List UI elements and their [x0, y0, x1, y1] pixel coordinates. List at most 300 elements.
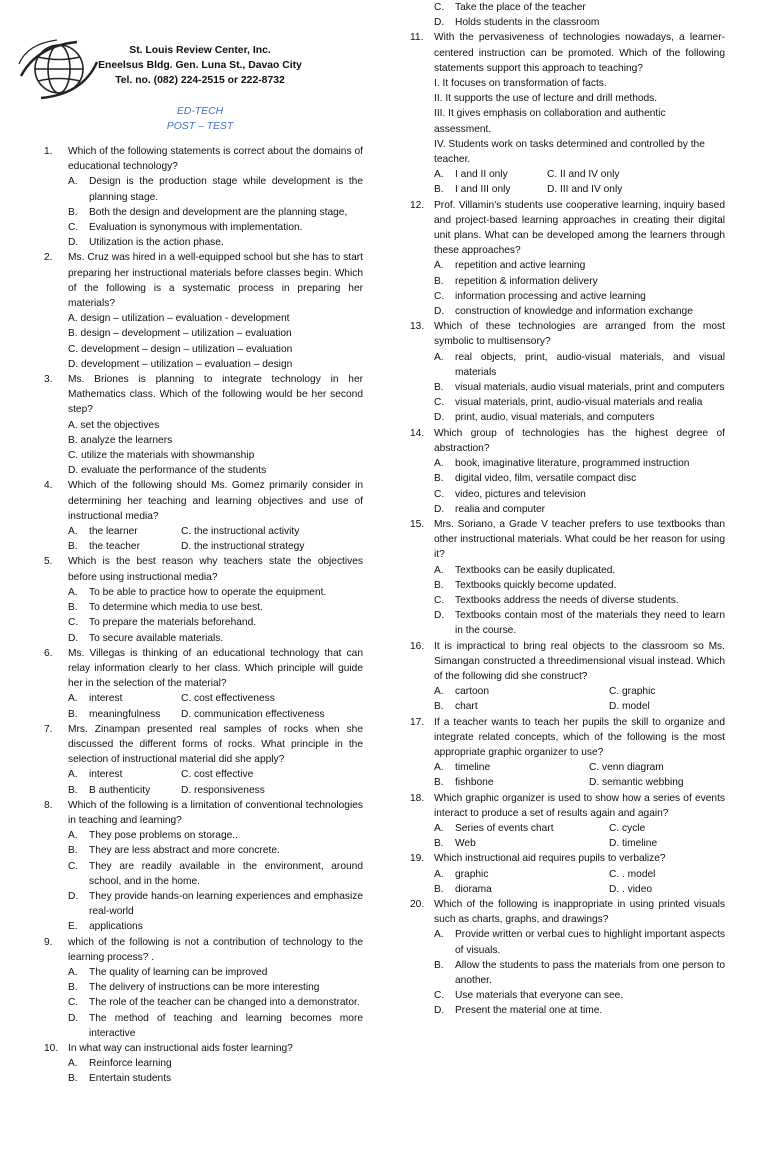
answer-option: [37, 919, 363, 934]
option-text: fishbone: [455, 777, 494, 789]
answer-option: [434, 699, 609, 714]
left-column: [37, 0, 363, 1087]
answer-option: D. development – utilization – evaluation – design: [68, 358, 293, 370]
answer-option-row: [403, 836, 725, 851]
question-stem: [37, 144, 363, 174]
question-number-text: 10.: [44, 1042, 59, 1054]
option-text: Use materials that everyone can see.: [455, 990, 624, 1002]
answer-option: C. the instructional activity: [181, 526, 300, 538]
answer-option-row: [403, 699, 725, 714]
option-letter: B.: [434, 275, 444, 287]
option-text: repetition & information delivery: [455, 275, 598, 287]
question-number-text: 8.: [44, 799, 53, 811]
question-number-text: 1.: [44, 146, 53, 157]
question-stem: [403, 198, 725, 259]
option-letter: B.: [434, 184, 444, 196]
option-letter: B.: [68, 982, 78, 994]
option-letter: D.: [68, 890, 79, 902]
answer-option: B. design – development – utilization – evaluation: [68, 328, 292, 340]
question-number-text: 3.: [44, 374, 53, 386]
answer-option: [37, 585, 363, 600]
question-stem: [37, 798, 363, 828]
answer-option: [37, 220, 363, 235]
question-11: [403, 30, 725, 197]
option-text: Textbooks address the needs of diverse students.: [455, 594, 679, 606]
answer-option-row: [403, 167, 725, 182]
question-number: [403, 198, 434, 259]
answer-option: [403, 988, 725, 1003]
answer-option: [68, 707, 181, 722]
answer-option: [403, 304, 725, 319]
question-stem: [403, 715, 725, 761]
answer-option: [403, 927, 725, 957]
option-letter: A.: [434, 169, 444, 181]
option-text: Holds students in the classroom: [455, 17, 600, 29]
option-text: Both the design and development are the planning stage,: [89, 206, 348, 218]
option-letter: A.: [68, 526, 78, 538]
option-text: Reinforce learning: [89, 1058, 172, 1070]
option-text: To be able to practice how to operate the equipment.: [89, 586, 327, 598]
answer-option: [434, 684, 609, 699]
telephone: Tel. no. (082) 224-2515 or 222-8732: [115, 75, 285, 87]
question-9: [37, 935, 363, 1041]
question-text: If a teacher wants to teach her pupils the skill to organize and integrate related concepts, which of the following is the most appropriate graphic organizer to use?: [434, 716, 725, 758]
answer-option: [434, 882, 609, 897]
option-letter: B.: [68, 784, 78, 796]
answer-option: [434, 836, 609, 851]
question-3: [37, 372, 363, 478]
question-stem: [37, 372, 363, 418]
answer-option: C. venn diagram: [589, 762, 664, 774]
question-19: [403, 851, 725, 897]
answer-option: [37, 980, 363, 995]
question-text: Mrs. Zinampan presented real samples of rocks when she discussed the different forms of rocks. What principle in the selection of instructional material did she apply?: [68, 723, 363, 766]
answer-option-row: [403, 182, 725, 197]
option-letter: A.: [68, 693, 78, 705]
question-number: [403, 639, 434, 685]
option-text: graphic: [455, 868, 489, 880]
question-number-text: 4.: [44, 480, 53, 492]
answer-option: D. semantic webbing: [589, 777, 684, 789]
option-letter: A.: [68, 966, 78, 978]
test-title-block: [37, 104, 363, 134]
answer-option-row: [37, 767, 363, 782]
option-letter: B.: [68, 845, 78, 857]
answer-option: IV. Students work on tasks determined and controlled by the teacher.: [434, 138, 705, 166]
answer-option: D. evaluate the performance of the students: [68, 465, 267, 477]
option-text: To determine which media to use best.: [89, 602, 263, 614]
option-letter: B.: [434, 883, 444, 895]
question-13: [403, 319, 725, 425]
option-letter: A.: [434, 822, 444, 834]
option-text: I and II only: [455, 169, 508, 181]
answer-option: C. . model: [609, 868, 656, 880]
option-text: They are readily available in the environment, around school, and in the home.: [89, 860, 363, 887]
option-letter: C.: [68, 617, 79, 629]
option-text: digital video, film, versatile compact disc: [455, 473, 637, 485]
test-title: POST – TEST: [166, 121, 234, 133]
document-header: [37, 0, 363, 144]
answer-option-row: [37, 783, 363, 798]
question-number: [403, 715, 434, 761]
option-text: chart: [455, 701, 478, 713]
answer-option: D. communication effectiveness: [181, 708, 325, 720]
option-text: information processing and active learning: [455, 290, 646, 302]
question-8: [37, 798, 363, 935]
answer-option: [403, 0, 725, 15]
answer-option: [37, 889, 363, 919]
answer-option: D. responsiveness: [181, 784, 265, 796]
option-text: The role of the teacher can be changed into a demonstrator.: [89, 997, 360, 1009]
option-text: meaningfulness: [89, 708, 161, 720]
question-stem: [403, 851, 725, 866]
question-stem: [403, 30, 725, 76]
subject-title: ED-TECH: [176, 106, 224, 117]
question-number: [37, 935, 68, 965]
option-letter: B.: [434, 838, 444, 850]
question-number-text: 9.: [44, 936, 53, 948]
option-text: interest: [89, 769, 123, 781]
question-number: [403, 791, 434, 821]
option-text: B authenticity: [89, 784, 151, 796]
question-number: [403, 30, 434, 76]
option-letter: B.: [434, 701, 444, 713]
answer-option: [403, 395, 725, 410]
option-text: They pose problems on storage..: [89, 830, 238, 842]
option-letter: C.: [68, 222, 79, 234]
answer-option-row: [37, 707, 363, 722]
question-text: Which of the following is a limitation of conventional technologies in teaching and learning?: [68, 799, 363, 826]
option-text: The method of teaching and learning becomes more interactive: [89, 1012, 363, 1039]
option-letter: D.: [68, 632, 79, 644]
answer-option: [37, 1071, 363, 1086]
option-letter: A.: [434, 260, 444, 272]
answer-option: [37, 600, 363, 615]
option-letter: E.: [68, 921, 78, 933]
option-text: Textbooks contain most of the materials they need to learn in the course.: [455, 610, 725, 637]
answer-option-row: [37, 539, 363, 554]
option-text: video, pictures and television: [455, 488, 586, 500]
right-questions: [403, 0, 725, 1019]
answer-option: II. It supports the use of lecture and drill methods.: [434, 93, 658, 105]
question-stem: [403, 639, 725, 685]
option-letter: B.: [434, 473, 444, 485]
option-text: realia and computer: [455, 503, 546, 515]
question-text: Which of the following should Ms. Gomez primarily consider in determining her teaching and learning objectives and use of instructional media?: [68, 480, 363, 522]
question-6: [37, 646, 363, 722]
option-letter: C.: [434, 397, 445, 409]
answer-option-row: [37, 524, 363, 539]
option-text: The delivery of instructions can be more interesting: [89, 982, 320, 994]
question-number-text: 12.: [410, 199, 425, 211]
answer-option: [434, 867, 609, 882]
option-text: I and III only: [455, 184, 511, 196]
question-12: [403, 198, 725, 320]
answer-option: III. It gives emphasis on collaboration and authentic assessment.: [434, 108, 666, 135]
option-text: cartoon: [455, 686, 489, 698]
option-text: Design is the production stage while development is the planning stage.: [89, 176, 363, 203]
question-number-text: 2.: [44, 252, 53, 264]
option-text: They provide hands-on learning experiences and emphasize real-world: [89, 890, 363, 918]
question-text: With the pervasiveness of technologies nowadays, a learner-centered instruction can be promoted. Which of the following statements support this approach to teaching?: [434, 32, 725, 74]
option-text: book, imaginative literature, programmed instruction: [455, 458, 690, 470]
answer-option: C. development – design – utilization – evaluation: [68, 343, 293, 355]
answer-option: [434, 760, 589, 775]
answer-option: C. graphic: [609, 686, 656, 698]
option-letter: B.: [68, 708, 78, 720]
answer-option: [37, 859, 363, 889]
answer-option: [37, 631, 363, 646]
answer-option: [37, 828, 363, 843]
question-number: [37, 372, 68, 418]
option-letter: D.: [434, 412, 445, 424]
option-letter: A.: [434, 868, 444, 880]
answer-option: [37, 843, 363, 858]
answer-option: D. the instructional strategy: [181, 541, 305, 553]
center-name: St. Louis Review Center, Inc.: [129, 45, 271, 56]
question-number: [37, 144, 68, 174]
answer-option: [403, 410, 725, 425]
answer-option: D. model: [609, 701, 650, 713]
answer-option: [37, 965, 363, 980]
option-text: Provide written or verbal cues to highlight important aspects of visuals.: [455, 929, 725, 956]
answer-option: [403, 456, 725, 471]
question-stem: [37, 478, 363, 524]
answer-option: [434, 182, 547, 197]
option-text: interest: [89, 693, 123, 705]
answer-option-row: [403, 684, 725, 699]
question-number-text: 14.: [410, 427, 425, 439]
answer-option: [403, 289, 725, 304]
question-5: [37, 554, 363, 645]
question-number-text: 13.: [410, 321, 425, 333]
question-text: Ms. Villegas is thinking of an educational technology that can relay information clearly to her class. Which principle will guide her in the selection of the material?: [68, 647, 363, 690]
option-text: visual materials, print, audio-visual materials and realia: [455, 397, 703, 409]
answer-option: C. cost effective: [181, 769, 254, 781]
answer-option: [37, 995, 363, 1010]
option-text: Evaluation is synonymous with implementation.: [89, 222, 303, 234]
question-stem: [403, 897, 725, 927]
answer-option: [68, 539, 181, 554]
question-number: [37, 722, 68, 768]
option-letter: D.: [434, 306, 445, 318]
answer-option: [37, 174, 363, 204]
answer-option: [403, 487, 725, 502]
answer-option: [403, 350, 725, 380]
question-number: [403, 897, 434, 927]
answer-option: [68, 783, 181, 798]
answer-option: D. . video: [609, 883, 653, 895]
option-text: applications: [89, 921, 143, 933]
answer-option-row: [403, 821, 725, 836]
question-text: Ms. Cruz was hired in a well-equipped school but she has to start preparing her instructional materials before classes begin. Which of the following is a systematic process in preparing her materials?: [68, 252, 363, 310]
option-text: They are less abstract and more concrete.: [89, 845, 280, 857]
question-number: [37, 478, 68, 524]
question-stem: [403, 426, 725, 456]
option-letter: B.: [434, 777, 444, 789]
option-letter: C.: [434, 594, 445, 606]
answer-option: [37, 615, 363, 630]
answer-option: [403, 380, 725, 395]
question-number-text: 19.: [410, 853, 425, 865]
question-number: [403, 851, 434, 866]
question-text: Mrs. Soriano, a Grade V teacher prefers to use textbooks than other instructional materials. What could be her reason for using it?: [434, 518, 725, 561]
option-letter: D.: [68, 1012, 79, 1024]
question-number: [37, 646, 68, 692]
answer-option: I. It focuses on transformation of facts.: [434, 78, 607, 90]
option-letter: A.: [434, 762, 444, 774]
option-letter: A.: [434, 929, 444, 941]
option-letter: C.: [434, 290, 445, 302]
answer-option: [403, 1003, 725, 1018]
answer-option: [403, 563, 725, 578]
question-15: [403, 517, 725, 639]
question-stem: [37, 722, 363, 768]
question-number: [403, 426, 434, 456]
question-4: [37, 478, 363, 554]
question-number-text: 20.: [410, 898, 425, 910]
option-letter: B.: [434, 579, 444, 591]
option-text: The quality of learning can be improved: [89, 966, 268, 978]
option-letter: D.: [434, 503, 445, 515]
option-letter: C.: [434, 2, 445, 13]
option-text: print, audio, visual materials, and computers: [455, 412, 655, 424]
option-text: To secure available materials.: [89, 632, 224, 644]
option-text: Textbooks quickly become updated.: [455, 579, 617, 591]
option-letter: A.: [68, 586, 78, 598]
answer-option-row: [403, 775, 725, 790]
option-letter: C.: [434, 488, 445, 500]
option-text: real objects, print, audio-visual materials, and visual materials: [455, 351, 725, 378]
option-text: the teacher: [89, 541, 140, 553]
answer-option: [403, 608, 725, 638]
question-number-text: 6.: [44, 647, 53, 659]
option-text: diorama: [455, 883, 492, 895]
answer-option: [37, 205, 363, 220]
option-letter: D.: [434, 610, 445, 622]
answer-option: [37, 1011, 363, 1041]
answer-option-row: [403, 882, 725, 897]
option-letter: A.: [68, 1058, 78, 1070]
option-text: Present the material one at time.: [455, 1005, 603, 1017]
answer-option-row: [403, 867, 725, 882]
answer-option: [68, 524, 181, 539]
answer-option: [403, 958, 725, 988]
answer-option: D. III and IV only: [547, 184, 623, 196]
question-number: [403, 517, 434, 563]
question-1: [37, 144, 363, 250]
answer-option: [68, 691, 181, 706]
option-letter: A.: [434, 686, 444, 698]
option-letter: B.: [68, 1073, 78, 1085]
question-text: Which is the best reason why teachers state the objectives before using instructional media?: [68, 556, 363, 583]
left-questions: [37, 144, 363, 1087]
option-letter: B.: [68, 602, 78, 614]
answer-option: A. set the objectives: [68, 419, 160, 431]
option-text: the learner: [89, 526, 138, 538]
question-number: [403, 319, 434, 349]
option-text: construction of knowledge and information exchange: [455, 306, 693, 318]
option-text: Entertain students: [89, 1073, 172, 1085]
answer-option: C. cost effectiveness: [181, 693, 275, 705]
option-letter: C.: [434, 990, 445, 1002]
question-number-text: 11.: [410, 32, 424, 44]
question-text: which of the following is not a contribution of technology to the learning process? .: [68, 936, 363, 963]
question-stem: [37, 935, 363, 965]
answer-option: [403, 15, 725, 30]
question-text: Which graphic organizer is used to show how a series of events interact to produce a set of results again and again?: [434, 792, 725, 819]
answer-option: [434, 775, 589, 790]
question-stem: [403, 517, 725, 563]
answer-option-row: [403, 760, 725, 775]
option-text: repetition and active learning: [455, 260, 586, 272]
question-stem: [37, 250, 363, 311]
question-10-continued: [403, 0, 725, 30]
question-stem: [37, 1041, 363, 1056]
question-text: Which instructional aid requires pupils to verbalize?: [434, 853, 666, 865]
right-column: [403, 0, 725, 1019]
question-text: It is impractical to bring real objects to the classroom so Ms. Simangan constructed a threedimensional visual instead. Which of the following did she construct?: [434, 640, 725, 682]
answer-option: [37, 1056, 363, 1071]
question-stem: [403, 791, 725, 821]
answer-option: [403, 258, 725, 273]
question-number: [37, 554, 68, 584]
question-number: [37, 798, 68, 828]
option-text: Take the place of the teacher: [455, 2, 586, 13]
question-number-text: 15.: [410, 518, 425, 530]
answer-option-row: [37, 691, 363, 706]
question-number: [37, 1041, 68, 1056]
question-number-text: 18.: [410, 792, 425, 804]
option-text: Utilization is the action phase.: [89, 237, 224, 249]
option-letter: A.: [434, 351, 444, 363]
question-text: In what way can instructional aids foster learning?: [68, 1042, 293, 1054]
question-stem: [37, 646, 363, 692]
question-14: [403, 426, 725, 517]
question-number-text: 16.: [410, 640, 425, 652]
question-text: Which group of technologies has the highest degree of abstraction?: [434, 427, 725, 454]
option-letter: B.: [68, 541, 78, 553]
answer-option: B. analyze the learners: [68, 434, 173, 446]
question-16: [403, 639, 725, 715]
answer-option: [403, 502, 725, 517]
answer-option: A. design – utilization – evaluation - development: [68, 313, 290, 325]
question-text: Ms. Briones is planning to integrate technology in her Mathematics class. Which of the following would be her second step?: [68, 374, 363, 416]
question-text: Which of the following statements is correct about the domains of educational technology?: [68, 146, 363, 173]
option-letter: D.: [68, 237, 79, 249]
option-letter: B.: [68, 206, 78, 218]
question-text: Prof. Villamin's students use cooperative learning, inquiry based and project-based learning approaches in creating their digital unit plans. What can be developed among the learners through these approaches?: [434, 199, 725, 257]
answer-option: D. timeline: [609, 838, 658, 850]
question-17: [403, 715, 725, 791]
question-20: [403, 897, 725, 1019]
option-letter: D.: [434, 17, 445, 29]
answer-option: C. cycle: [609, 822, 646, 834]
question-stem: [403, 319, 725, 349]
answer-option: C. utilize the materials with showmanship: [68, 450, 255, 462]
option-text: To prepare the materials beforehand.: [89, 617, 257, 629]
option-letter: C.: [68, 997, 79, 1009]
question-7: [37, 722, 363, 798]
question-number: [37, 250, 68, 311]
option-letter: B.: [434, 382, 444, 394]
answer-option: [434, 821, 609, 836]
option-letter: C.: [68, 860, 79, 872]
answer-option: [403, 578, 725, 593]
question-18: [403, 791, 725, 852]
option-letter: A.: [68, 769, 78, 781]
option-letter: B.: [434, 959, 444, 971]
